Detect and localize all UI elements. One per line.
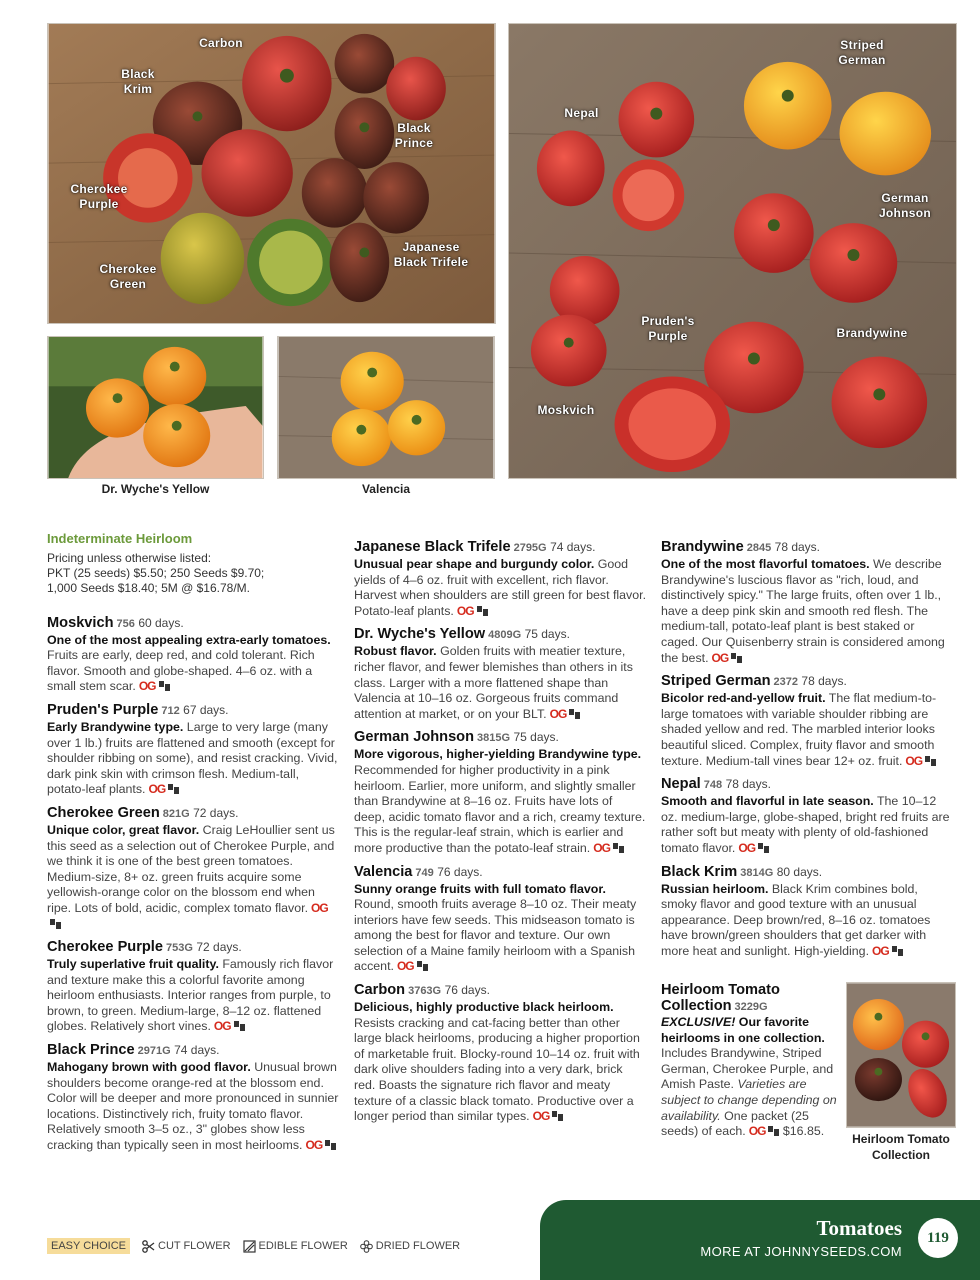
days-to-maturity: 78 days. [725,777,771,792]
organic-og-icon: OG [872,943,889,958]
variety-description: Recommended for higher productivity in a pink heirloom. Earlier, more uniform, and slightly smaller than Brandywine at 8–16 oz. Fruits have lots of deep, acidic tomato flavor and a rich, creamy texture. This is the regular-leaf strain, which is earlier and more productive than the potato-leaf strain. [354,762,646,855]
pricing-line: Pricing unless otherwise listed: [47,550,212,565]
variety-tagline: Unusual pear shape and burgundy color. [354,557,595,571]
entry-striped-german [661,673,953,769]
variety-description: Golden fruits with meatier texture, richer flavor, and fewer blemishes than others in its class. Larger with a more flattened shape than Valencia at 10–16 oz. Gorgeous fruits command attention at market, or on your BLT. [354,644,633,721]
entry-brandywine [661,539,953,666]
organic-og-icon: OG [311,900,328,915]
days-to-maturity: 76 days. [437,864,483,879]
variety-tagline: Delicious, highly productive black heirloom. [354,1000,614,1015]
variety-name: Striped German [661,673,771,690]
organic-og-icon: OG [711,650,729,665]
organic-og-icon: OG [456,603,474,618]
entry-nepal [661,776,953,856]
section-title: Indeterminate Heirloom [47,531,193,546]
entry-carbon [354,982,646,1125]
days-to-maturity: 76 days. [444,983,490,998]
organic-og-icon: OG [593,840,610,855]
collection-tagline: Our favorite heirlooms in one collection. [661,1015,825,1045]
variety-name: Cherokee Green [47,804,160,821]
column-3 [661,539,953,959]
grafting-icon [477,606,488,616]
days-to-maturity: 75 days. [513,730,559,745]
grafting-icon [892,946,903,956]
variety-tagline: Early Brandywine type. [47,719,184,734]
entry-heirloom-collection [661,982,841,1140]
page-number: 119 [918,1218,958,1258]
days-to-maturity: 74 days. [550,540,596,554]
organic-og-icon: OG [532,1109,550,1124]
variety-tagline: One of the most flavorful tomatoes. [661,557,870,571]
item-code: 3229G [734,1001,768,1013]
organic-og-icon: OG [748,1124,766,1139]
days-to-maturity: 78 days. [774,540,821,554]
label-black-krim: Black Krim [121,67,155,96]
item-code: 753G [165,942,193,955]
days-to-maturity: 72 days. [193,805,239,820]
caption-valencia: Valencia [361,482,411,496]
entry-german-johnson [354,729,646,856]
collection-packet-note: One packet (25 seeds) of each. [661,1108,809,1139]
tomato-photo-image [48,337,263,478]
entry-black-prince [47,1042,339,1154]
section-footer-title: Tomatoes [816,1216,902,1240]
variety-name: Moskvich [47,614,114,631]
organic-og-icon: OG [738,840,756,855]
caption-dr-wyches-yellow: Dr. Wyche's Yellow [101,482,210,496]
icon-legend [47,1238,460,1254]
tomato-photo-image [278,337,494,478]
item-code: 2971G [137,1045,171,1058]
entry-dr-wyches-yellow [354,626,646,722]
entry-prudens-purple [47,702,339,798]
collection-price: $16.85. [779,1124,825,1139]
days-to-maturity: 75 days. [524,627,570,642]
grafting-icon [325,1140,336,1150]
pricing-block [47,551,339,596]
website-link[interactable]: MORE AT JOHNNYSEEDS.COM [700,1244,902,1259]
days-to-maturity: 67 days. [183,702,229,717]
photo-heirloom-dark-tomatoes [47,23,496,324]
organic-og-icon: OG [549,706,567,721]
days-to-maturity: 72 days. [196,940,242,955]
variety-tagline: One of the most appealing extra-early tomatoes. [47,632,331,647]
variety-name: Valencia [354,863,413,880]
entry-moskvich [47,615,339,695]
tomato-photo-image [847,983,955,1127]
legend-edible-label: EDIBLE FLOWER [258,1240,348,1252]
variety-tagline: More vigorous, higher-yielding Brandywine type. [354,747,642,762]
photo-valencia [277,336,495,479]
scissors-icon [142,1240,155,1253]
variety-description: Black Krim combines bold, smoky flavor and good texture with an unusual appearance. Deep brown/red, 8–16 oz. tomatoes have brown/green shoulders that get darker with more heat and sunlight. High-yielding. [661,881,931,958]
grafting-icon [159,681,170,691]
variety-tagline: Russian heirloom. [661,881,769,896]
item-code: 4809G [488,629,522,642]
item-code: 2372 [773,676,798,689]
label-striped-german: Striped German [838,38,886,67]
collection-description: Includes Brandywine, Striped German, Cherokee Purple, and Amish Paste. [661,1046,834,1092]
days-to-maturity: 80 days. [776,864,823,879]
exclusive-label: EXCLUSIVE! [661,1015,736,1029]
grafting-icon [768,1126,779,1136]
variety-tagline: Smooth and flavorful in late season. [661,794,874,809]
label-japanese-black-trifele: Japanese Black Trifele [393,240,469,269]
collection-availability-note: Varieties are subject to change depending on availability. [661,1077,837,1123]
organic-og-icon: OG [148,782,166,797]
variety-name: Japanese Black Trifele [354,539,511,555]
variety-description: Resists cracking and cat-facing better than other large black heirlooms, producing a higher proportion of marketable fruit. Blocky-round 10–14 oz. fruit with dark olive shoulders fading into a very dark, brick red. Boasts the signature rich flavor and meaty texture of a classic black tomato. Productive over a longer period than similar types. [354,1015,640,1124]
variety-tagline: Mahogany brown with good flavor. [47,1060,251,1075]
grafting-icon [758,843,769,853]
caption-heirloom-collection: Heirloom Tomato Collection [852,1132,950,1162]
days-to-maturity: 78 days. [801,674,847,689]
entry-cherokee-purple [47,939,339,1035]
variety-name: Black Krim [661,863,738,880]
pricing-line: PKT (25 seeds) $5.50; 250 Seeds $9.70; [47,565,265,580]
edible-flower-icon [243,1240,256,1253]
variety-name: Pruden's Purple [47,701,159,718]
variety-name: Brandywine [661,539,744,555]
variety-tagline: Robust flavor. [354,644,437,659]
variety-name: German Johnson [354,729,475,746]
grafting-icon [925,756,936,766]
grafting-icon [731,653,742,663]
variety-description: Unusual brown shoulders become orange-red at the blossom end. Color will be deeper and more pronounced in sunnier locations. Distinctively rich, fruity tomato flavor. Relatively smooth 3–5 oz., 3" globes show less cracking than typically seen in most heirlooms. [47,1060,339,1153]
variety-name: Nepal [661,776,701,793]
organic-og-icon: OG [138,679,156,694]
variety-description: Good yields of 4–6 oz. fruit with excellent, rich flavor. Harvest when shoulders are still green for best flavor. Potato-leaf plants. [354,557,647,618]
entry-cherokee-green [47,805,339,932]
item-code: 756 [116,617,135,630]
item-code: 3815G [477,732,511,745]
variety-description: We describe Brandywine's luscious flavor as "rich, loud, and distinctively spicy." The large fruits, often over 1 lb., have a deep pink skin and smooth red flesh. The medium-tall, potato-leaf plant is best staked or caged. Our Quisenberry strain is considered among the best. [661,557,945,665]
easy-choice-badge: EASY CHOICE [47,1238,130,1254]
grafting-icon [234,1021,245,1031]
label-cherokee-green: Cherokee Green [99,262,157,291]
item-code: 712 [161,704,180,717]
photo-heirloom-collection [846,982,956,1128]
grafting-icon [417,961,428,971]
entry-valencia [354,864,646,976]
organic-og-icon: OG [213,1019,231,1034]
variety-tagline: Sunny orange fruits with full tomato flavor. [354,881,606,896]
dried-flower-icon [360,1240,373,1253]
label-brandywine: Brandywine [836,326,908,340]
label-prudens-purple: Pruden's Purple [641,314,695,343]
variety-description: Round, smooth fruits average 8–10 oz. Their meaty interiors have few seeds. This midseason tomato is among the best for flavor and texture. Our own selection of a Maine family heirloom with a Spanish accent. [354,897,637,974]
variety-description: The 10–12 oz. medium-large, globe-shaped, bright red fruits are rather soft but meaty with plenty of old-fashioned tomato flavor. [661,794,950,855]
legend-dried-flower [360,1240,460,1253]
item-code: 2845 [746,542,772,554]
variety-tagline: Bicolor red-and-yellow fruit. [661,691,826,706]
item-code: 749 [415,866,434,879]
legend-cut-label: CUT FLOWER [158,1240,231,1252]
variety-description: Craig LeHoullier sent us this seed as a selection out of Cherokee Purple, and we think it is one of the best green tomatoes. Medium-size, 8+ oz. green fruits acquire some yellowish-orange color on the blossom end when ripe. Lots of bold, acidic, complex tomato flavor. [47,822,335,915]
photo-heirloom-red-tomatoes [508,23,957,479]
variety-name: Cherokee Purple [47,939,163,956]
variety-name: Carbon [354,982,406,999]
days-to-maturity: 74 days. [174,1043,220,1058]
label-carbon: Carbon [199,36,243,50]
photo-dr-wyches-yellow [47,336,264,479]
label-moskvich: Moskvich [537,403,595,417]
item-code: 3763G [408,985,442,998]
variety-description: Famously rich flavor and texture make this a colorful favorite among heirloom enthusiasts. Interior ranges from purple, to brown, to green. Medium-large, 8–12 oz. flattened globes. Relatively short vines. [47,957,334,1034]
legend-cut-flower [142,1240,231,1253]
label-german-johnson: German Johnson [878,191,932,220]
grafting-icon [552,1111,563,1121]
days-to-maturity: 60 days. [138,615,184,630]
variety-description: Large to very large (many over 1 lb.) fruits are flattened and smooth (except for shoulder ribbing on some), and resist cracking. Vivid, dark pink skin with crimson flesh. Medium-tall, potato-leaf plants. [47,719,338,797]
variety-description: The flat medium-to-large tomatoes with variable shoulder ribbing are shaded yellow and red. The marbled interior looks beautiful sliced. Complex, fruity flavor and smooth texture. Medium-tall vines bear 12+ oz. fruit. [661,691,937,768]
variety-name: Dr. Wyche's Yellow [354,626,486,643]
label-cherokee-purple: Cherokee Purple [70,182,128,211]
legend-edible-flower [243,1240,348,1253]
item-code: 748 [703,779,723,792]
pricing-line: 1,000 Seeds $18.40; 5M @ $16.78/M. [47,580,250,595]
label-black-prince: Black Prince [394,121,434,150]
item-code: 821G [162,807,190,820]
variety-tagline: Truly superlative fruit quality. [47,957,219,972]
item-code: 3814G [740,866,774,879]
grafting-icon [50,919,61,929]
column-1 [47,531,339,1154]
variety-description: Fruits are early, deep red, and cold tolerant. Rich flavor. Smooth and globe-shaped. 4–6 oz. with a small stem scar. [47,648,315,694]
grafting-icon [613,843,624,853]
collection-name-line1: Heirloom Tomato [661,982,780,998]
grafting-icon [168,784,179,794]
organic-og-icon: OG [905,753,923,768]
organic-og-icon: OG [396,959,414,974]
legend-dried-label: DRIED FLOWER [375,1240,461,1252]
organic-og-icon: OG [305,1138,323,1153]
footer-band [540,1200,980,1280]
label-nepal: Nepal [564,106,599,120]
collection-name-line2: Collection [661,998,732,1014]
item-code: 2795G [513,542,547,554]
entry-japanese-black-trifele [354,539,646,619]
entry-black-krim [661,864,953,960]
column-2 [354,539,646,1125]
variety-name: Black Prince [47,1042,135,1059]
grafting-icon [569,709,580,719]
variety-tagline: Unique color, great flavor. [47,822,200,837]
